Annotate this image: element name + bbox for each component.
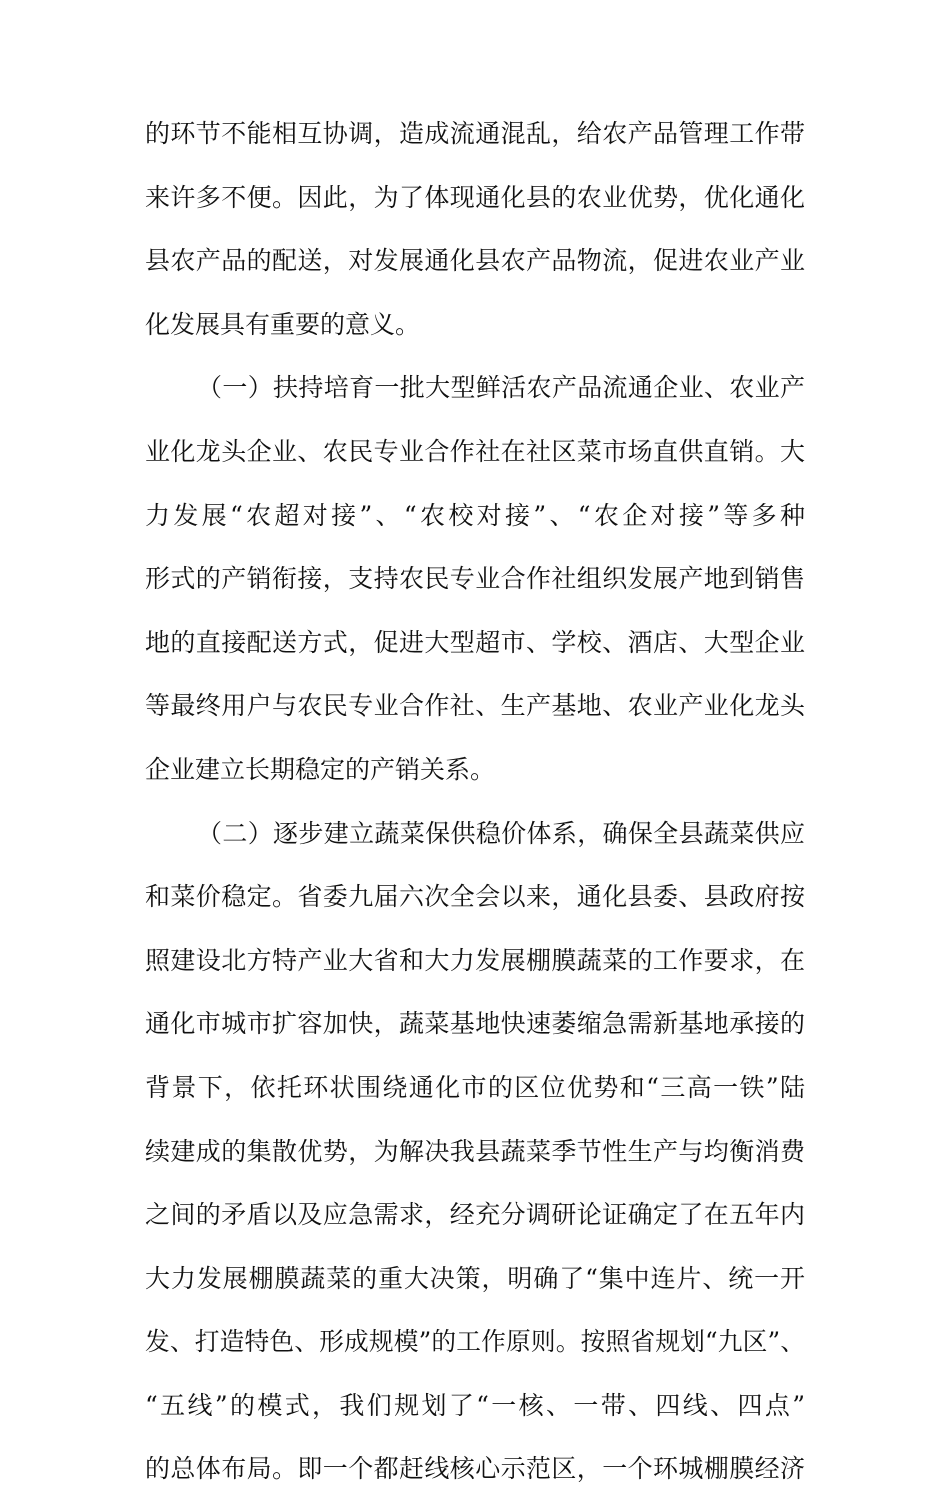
text-line: （一）扶持培育一批大型鲜活农产品流通企业、农业产 bbox=[197, 373, 805, 403]
text-line: 大力发展棚膜蔬菜的重大决策，明确了“集中连片、统一开 bbox=[145, 1263, 805, 1293]
paragraph-3 bbox=[145, 802, 805, 1501]
text-line: 力发展“农超对接”、“农校对接”、“农企对接”等多种 bbox=[145, 500, 805, 530]
text-line: 通化市城市扩容加快，蔬菜基地快速萎缩急需新基地承接的 bbox=[145, 1009, 805, 1039]
text-line: 企业建立长期稳定的产销关系。 bbox=[145, 754, 496, 784]
text-line: 之间的矛盾以及应急需求，经充分调研论证确定了在五年内 bbox=[145, 1200, 805, 1230]
text-line: 背景下，依托环状围绕通化市的区位优势和“三高一铁”陆 bbox=[145, 1072, 805, 1102]
text-line: 和菜价稳定。省委九届六次全会以来，通化县委、县政府按 bbox=[145, 882, 805, 912]
text-line: 续建成的集散优势，为解决我县蔬菜季节性生产与均衡消费 bbox=[145, 1136, 805, 1166]
text-line: 等最终用户与农民专业合作社、生产基地、农业产业化龙头 bbox=[145, 691, 805, 721]
text-line: 地的直接配送方式，促进大型超市、学校、酒店、大型企业 bbox=[145, 627, 805, 657]
text-line: 的环节不能相互协调，造成流通混乱，给农产品管理工作带 bbox=[145, 119, 805, 148]
paragraph-2 bbox=[145, 356, 805, 801]
text-line: 业化龙头企业、农民专业合作社在社区菜市场直供直销。大 bbox=[145, 436, 805, 466]
text-line: 形式的产销衔接，支持农民专业合作社组织发展产地到销售 bbox=[145, 564, 805, 594]
text-line: 化发展具有重要的意义。 bbox=[145, 309, 421, 339]
text-line: “五线”的模式，我们规划了“一核、一带、四线、四点” bbox=[145, 1390, 805, 1420]
document-body bbox=[145, 102, 805, 1501]
text-line: 发、打造特色、形成规模”的工作原则。按照省规划“九区”、 bbox=[145, 1327, 805, 1357]
text-line: 的总体布局。即一个都赶线核心示范区，一个环城棚膜经济 bbox=[145, 1454, 805, 1484]
text-line: 来许多不便。因此，为了体现通化县的农业优势，优化通化 bbox=[145, 182, 805, 212]
text-line: 照建设北方特产业大省和大力发展棚膜蔬菜的工作要求，在 bbox=[145, 945, 805, 975]
text-line: 县农产品的配送，对发展通化县农产品物流，促进农业产业 bbox=[145, 246, 805, 276]
text-line: （二）逐步建立蔬菜保供稳价体系，确保全县蔬菜供应 bbox=[197, 818, 805, 848]
paragraph-1 bbox=[145, 102, 805, 356]
